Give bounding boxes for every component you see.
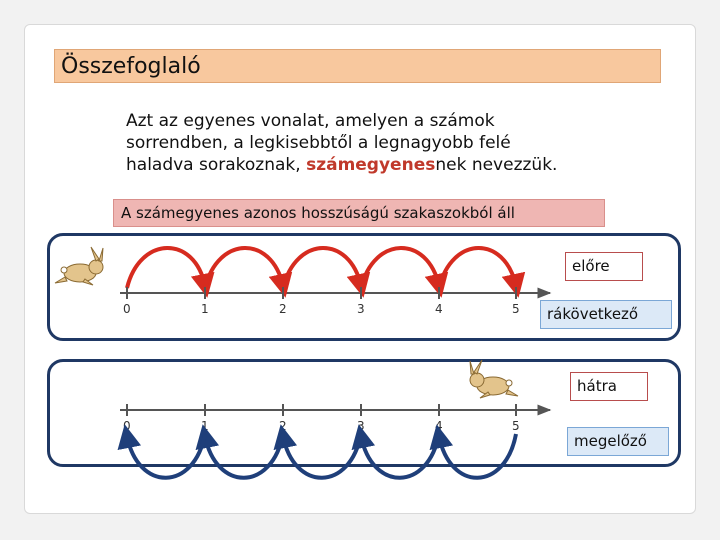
hop-arrow-1-2 (205, 248, 283, 288)
top-tick-label-3: 3 (357, 302, 365, 316)
bottom-hop-arrows (127, 434, 516, 478)
rabbit-icon (55, 247, 103, 285)
bottom-tick-label-0: 0 (123, 419, 131, 433)
hop-arrow-0-1 (127, 248, 205, 288)
hop-arrow-2-1 (205, 434, 283, 478)
segment-note: A számegyenes azonos hosszúságú szakaszokból áll (113, 199, 605, 227)
top-tick-label-0: 0 (123, 302, 131, 316)
hop-arrow-5-4 (439, 434, 516, 478)
bottom-tick-label-1: 1 (201, 419, 209, 433)
hop-arrow-4-5 (439, 248, 516, 288)
page-title: Összefoglaló (54, 49, 661, 83)
hop-arrow-2-3 (283, 248, 361, 288)
bottom-tick-label-5: 5 (512, 419, 520, 433)
rabbit-icon (470, 360, 518, 398)
top-hop-arrows (127, 248, 516, 288)
hop-arrow-3-2 (283, 434, 361, 478)
hop-arrow-1-0 (127, 434, 205, 478)
label-back: hátra (570, 372, 648, 401)
definition-line-2: sorrendben, a legkisebbtől a legnagyobb felé (126, 133, 511, 153)
top-tick-label-4: 4 (435, 302, 443, 316)
bottom-tick-label-2: 2 (279, 419, 287, 433)
hop-arrow-3-4 (361, 248, 439, 288)
bottom-tick-label-3: 3 (357, 419, 365, 433)
definition-line-3-suffix: nek nevezzük. (435, 155, 558, 175)
label-previous: megelőző (567, 427, 669, 456)
definition-line-1: Azt az egyenes vonalat, amelyen a számok (126, 111, 495, 131)
top-tick-label-5: 5 (512, 302, 520, 316)
top-tick-label-2: 2 (279, 302, 287, 316)
label-next: rákövetkező (540, 300, 672, 329)
top-tick-label-1: 1 (201, 302, 209, 316)
hop-arrow-4-3 (361, 434, 439, 478)
bottom-tick-label-4: 4 (435, 419, 443, 433)
label-forward: előre (565, 252, 643, 281)
definition-highlight: számegyenes (306, 155, 436, 175)
definition-line-3-prefix: haladva sorakoznak, (126, 155, 307, 175)
